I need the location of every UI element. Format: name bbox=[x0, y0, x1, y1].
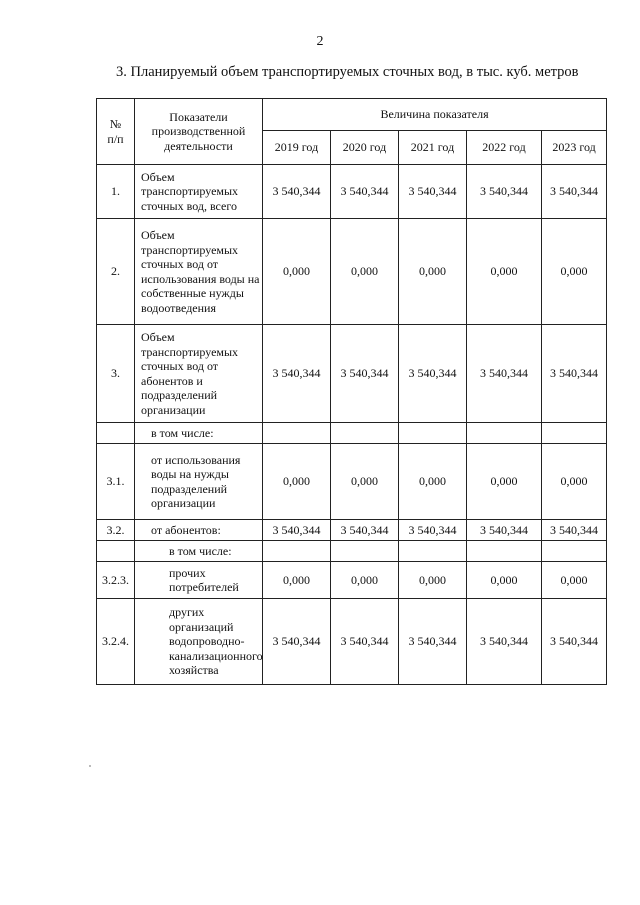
row-indicator-name: от абонентов: bbox=[135, 520, 263, 541]
header-year: 2019 год bbox=[263, 131, 331, 165]
row-value: 0,000 bbox=[331, 219, 399, 325]
row-value: 0,000 bbox=[263, 444, 331, 520]
row-value: 3 540,344 bbox=[263, 165, 331, 219]
header-year: 2023 год bbox=[542, 131, 607, 165]
header-year: 2022 год bbox=[467, 131, 542, 165]
row-number: 3.2.3. bbox=[97, 562, 135, 599]
row-value: 3 540,344 bbox=[399, 165, 467, 219]
table-row bbox=[97, 562, 607, 599]
row-number: 3.1. bbox=[97, 444, 135, 520]
scan-speck bbox=[89, 765, 91, 767]
row-value bbox=[331, 541, 399, 562]
row-indicator-name: Объем транспортируемых сточных вод, всего bbox=[135, 165, 263, 219]
document-title: 3. Планируемый объем транспортируемых сточных вод, в тыс. куб. метров bbox=[116, 64, 579, 80]
row-indicator-name: Объем транспортируемых сточных вод от использования воды на собственные нужды водоотведения bbox=[135, 219, 263, 325]
row-value: 3 540,344 bbox=[331, 325, 399, 423]
row-value bbox=[542, 541, 607, 562]
row-value: 3 540,344 bbox=[542, 520, 607, 541]
row-value: 0,000 bbox=[467, 562, 542, 599]
row-number: 2. bbox=[97, 219, 135, 325]
header-indicator: Показатели производственной деятельности bbox=[135, 99, 263, 165]
row-value: 3 540,344 bbox=[263, 520, 331, 541]
row-value: 0,000 bbox=[399, 444, 467, 520]
row-value bbox=[263, 423, 331, 444]
table-row bbox=[97, 444, 607, 520]
row-number: 1. bbox=[97, 165, 135, 219]
row-indicator-name: прочих потребителей bbox=[135, 562, 263, 599]
row-value: 0,000 bbox=[542, 219, 607, 325]
row-value: 3 540,344 bbox=[467, 165, 542, 219]
table-row bbox=[97, 520, 607, 541]
sewage-volume-table bbox=[96, 98, 607, 685]
header-num: № п/п bbox=[97, 99, 135, 165]
row-value: 0,000 bbox=[399, 219, 467, 325]
row-value: 3 540,344 bbox=[263, 599, 331, 685]
row-value: 0,000 bbox=[542, 562, 607, 599]
row-value: 0,000 bbox=[331, 562, 399, 599]
row-indicator-name: в том числе: bbox=[135, 423, 263, 444]
table-row bbox=[97, 165, 607, 219]
row-value: 3 540,344 bbox=[399, 325, 467, 423]
row-value bbox=[542, 423, 607, 444]
row-value: 3 540,344 bbox=[467, 520, 542, 541]
row-number: 3.2.4. bbox=[97, 599, 135, 685]
row-value bbox=[399, 423, 467, 444]
row-value bbox=[467, 541, 542, 562]
row-value: 3 540,344 bbox=[399, 599, 467, 685]
table-row bbox=[97, 599, 607, 685]
row-value: 0,000 bbox=[263, 219, 331, 325]
row-value bbox=[399, 541, 467, 562]
row-value bbox=[467, 423, 542, 444]
row-number bbox=[97, 423, 135, 444]
row-indicator-name: Объем транспортируемых сточных вод от абонентов и подразделений организации bbox=[135, 325, 263, 423]
table-row bbox=[97, 219, 607, 325]
table-row bbox=[97, 423, 607, 444]
header-year: 2021 год bbox=[399, 131, 467, 165]
header-year: 2020 год bbox=[331, 131, 399, 165]
row-number: 3. bbox=[97, 325, 135, 423]
row-value: 3 540,344 bbox=[467, 599, 542, 685]
header-value-group: Величина показателя bbox=[263, 99, 607, 131]
table-row bbox=[97, 325, 607, 423]
row-indicator-name: в том числе: bbox=[135, 541, 263, 562]
row-indicator-name: от использования воды на нужды подразделений организации bbox=[135, 444, 263, 520]
row-value: 3 540,344 bbox=[263, 325, 331, 423]
row-number bbox=[97, 541, 135, 562]
row-value: 0,000 bbox=[467, 444, 542, 520]
row-value bbox=[263, 541, 331, 562]
row-value: 3 540,344 bbox=[399, 520, 467, 541]
row-value: 0,000 bbox=[542, 444, 607, 520]
row-number: 3.2. bbox=[97, 520, 135, 541]
row-indicator-name: других организаций водопроводно-канализационного хозяйства bbox=[135, 599, 263, 685]
row-value: 0,000 bbox=[399, 562, 467, 599]
row-value: 3 540,344 bbox=[542, 165, 607, 219]
page-number: 2 bbox=[316, 34, 324, 49]
row-value: 3 540,344 bbox=[331, 165, 399, 219]
row-value: 3 540,344 bbox=[467, 325, 542, 423]
row-value bbox=[331, 423, 399, 444]
row-value: 0,000 bbox=[331, 444, 399, 520]
row-value: 3 540,344 bbox=[542, 325, 607, 423]
table-row bbox=[97, 541, 607, 562]
row-value: 3 540,344 bbox=[331, 520, 399, 541]
row-value: 3 540,344 bbox=[542, 599, 607, 685]
row-value: 0,000 bbox=[263, 562, 331, 599]
row-value: 0,000 bbox=[467, 219, 542, 325]
row-value: 3 540,344 bbox=[331, 599, 399, 685]
